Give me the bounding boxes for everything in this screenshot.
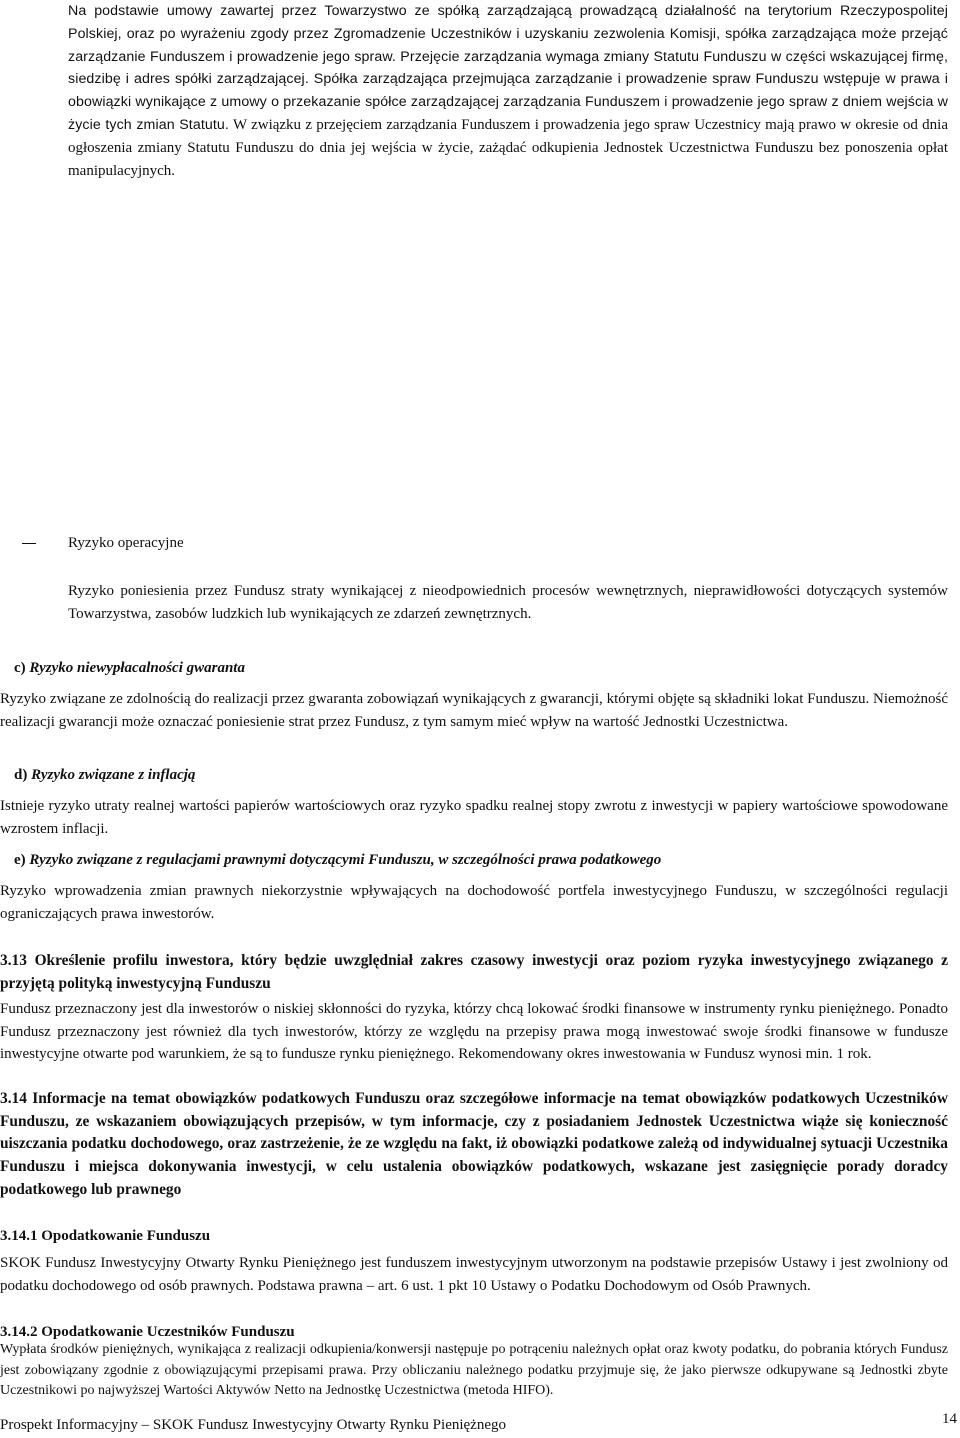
- subsection-d-heading: [14, 765, 195, 785]
- subsection-e-title: Ryzyko związane z regulacjami prawnymi dotyczącymi Funduszu, w szczególności prawa podatkowego: [29, 852, 662, 868]
- paragraph-management-takeover-sans: Na podstawie umowy zawartej przez Towarzystwo ze spółką zarządzającą prowadzącą działalność na terytorium Rzeczypospolitej Polskiej, oraz po wyrażeniu zgody przez Zgromadzenie Uczestników i uzyskaniu zezwolenia Komisji, spółka zarządzająca może przejąć zarządzanie Funduszem i prowadzenie jego spraw. Przejęcie zarządzania wymaga zmiany Statutu Funduszu w części wskazującej firmę, siedzibę i adres spółki zarządzającej. Spółka zarządzająca przejmująca zarządzanie i prowadzenie spraw Funduszu wstępuje w prawa i obowiązki wynikające z umowy o przekazanie spółce zarządzającej zarządzania Funduszem i prowadzenie jego spraw z dniem wejścia w życie tych zmian Statutu.: [68, 3, 948, 133]
- subsection-c-letter: c): [14, 660, 26, 676]
- footer-text: Prospekt Informacyjny – SKOK Fundusz Inwestycyjny Otwarty Rynku Pieniężnego: [0, 1417, 506, 1433]
- subsection-e-heading: [14, 850, 661, 870]
- section-3-14-2-heading: 3.14.2 Opodatkowanie Uczestników Funduszu: [0, 1324, 295, 1340]
- section-3-14-1-heading: 3.14.1 Opodatkowanie Funduszu: [0, 1228, 211, 1244]
- operational-risk-title: Ryzyko operacyjne: [68, 535, 184, 551]
- section-3-14-2-text-a: Wypłata środków pieniężnych, wynikająca z realizacji odkupienia/konwersji następuje po potrąceniu należnych opłat oraz kwoty podatku, do pobrania których Fundusz jest zobowiązany zgodnie z obowiązującymi przepisami prawa. Przy obliczaniu należnego podatku przyjmuje się, że jako pierwsze odkupywane są Jednostki zbyte Uczestnikowi po najwyższej Wartości Aktywów Netto na Jednostkę Uczestnictwa (metoda HIFO).: [0, 1342, 948, 1398]
- paragraph-management-takeover: [68, 0, 948, 182]
- subsection-c-text: Ryzyko związane ze zdolnością do realizacji przez gwaranta zobowiązań wynikających z gwarancji, którymi objęte są składniki lokat Funduszu. Niemożność realizacji gwarancji może oznaczać poniesienie strat przez Fundusz, z tym samym mieć wpływ na wartość Jednostki Uczestnictwa.: [0, 691, 948, 730]
- subsection-e-letter: e): [14, 852, 26, 868]
- section-3-13-text: Fundusz przeznaczony jest dla inwestorów o niskiej skłonności do ryzyka, którzy chcą lokować środki finansowe w instrumenty rynku pieniężnego. Ponadto Fundusz przeznaczony jest również dla tych inwestorów, którzy ze względu na przepisy prawa mogą inwestować swoje środki finansowe w fundusze inwestycyjne otwarte pod warunkiem, że są to fundusze rynku pieniężnego. Rekomendowany okres inwestowania w Fundusz wynosi min. 1 rok.: [0, 1001, 948, 1063]
- subsection-c-title: Ryzyko niewypłacalności gwaranta: [29, 660, 245, 676]
- subsection-d-text: Istnieje ryzyko utraty realnej wartości papierów wartościowych oraz ryzyko spadku realnej stopy zwrotu z inwestycji w papiery wartościowe spowodowane wzrostem inflacji.: [0, 798, 948, 837]
- subsection-d-letter: d): [14, 767, 28, 783]
- paragraph-management-takeover-serif: W związku z przejęciem zarządzania Funduszem i prowadzenia jego spraw Uczestnicy mają prawo w okresie od dnia ogłoszenia zmiany Statutu Funduszu do dnia jej wejścia w życie, zażądać odkupienia Jednostek Uczestnictwa Funduszu bez ponoszenia opłat manipulacyjnych.: [68, 116, 948, 179]
- subsection-c-heading: [14, 658, 245, 678]
- section-3-14-heading: 3.14 Informacje na temat obowiązków podatkowych Funduszu oraz szczegółowe informacje na temat obowiązków podatkowych Uczestników Funduszu, ze wskazaniem obowiązujących przepisów, w tym informacje, czy z posiadaniem Jednostek Uczestnictwa wiąże się konieczność uiszczania podatku dochodowego, oraz zastrzeżenie, że ze względu na fakt, iż obowiązki podatkowe zależą od indywidualnej sytuacji Uczestnika Funduszu i miejsca dokonywania inwestycji, w celu ustalenia obowiązków podatkowych, wskazane jest zasięgnięcie porady doradcy podatkowego lub prawnego: [0, 1090, 948, 1198]
- operational-risk-text: Ryzyko poniesienia przez Fundusz straty wynikającej z nieodpowiednich procesów wewnętrznych, nieprawidłowości dotyczących systemów Towarzystwa, zasobów ludzkich lub wynikających ze zdarzeń zewnętrznych.: [68, 583, 948, 622]
- page-number: 14: [942, 1411, 957, 1427]
- section-3-14-1-text: SKOK Fundusz Inwestycyjny Otwarty Rynku Pieniężnego jest funduszem inwestycyjnym utworzonym na podstawie przepisów Ustawy i jest zwolniony od podatku dochodowego od osób prawnych. Podstawa prawna – art. 6 ust. 1 pkt 10 Ustawy o Podatku Dochodowym od Osób Prawnych.: [0, 1255, 948, 1294]
- bullet-dash: [22, 543, 36, 544]
- subsection-e-text: Ryzyko wprowadzenia zmian prawnych niekorzystnie wpływających na dochodowość portfela inwestycyjnego Funduszu, w szczególności regulacji ograniczających prawa inwestorów.: [0, 883, 948, 922]
- subsection-d-title: Ryzyko związane z inflacją: [31, 767, 196, 783]
- section-3-13-heading: 3.13 Określenie profilu inwestora, który będzie uwzględniał zakres czasowy inwestycji oraz poziom ryzyka inwestycyjnego związanego z przyjętą polityką inwestycyjną Funduszu: [0, 952, 948, 992]
